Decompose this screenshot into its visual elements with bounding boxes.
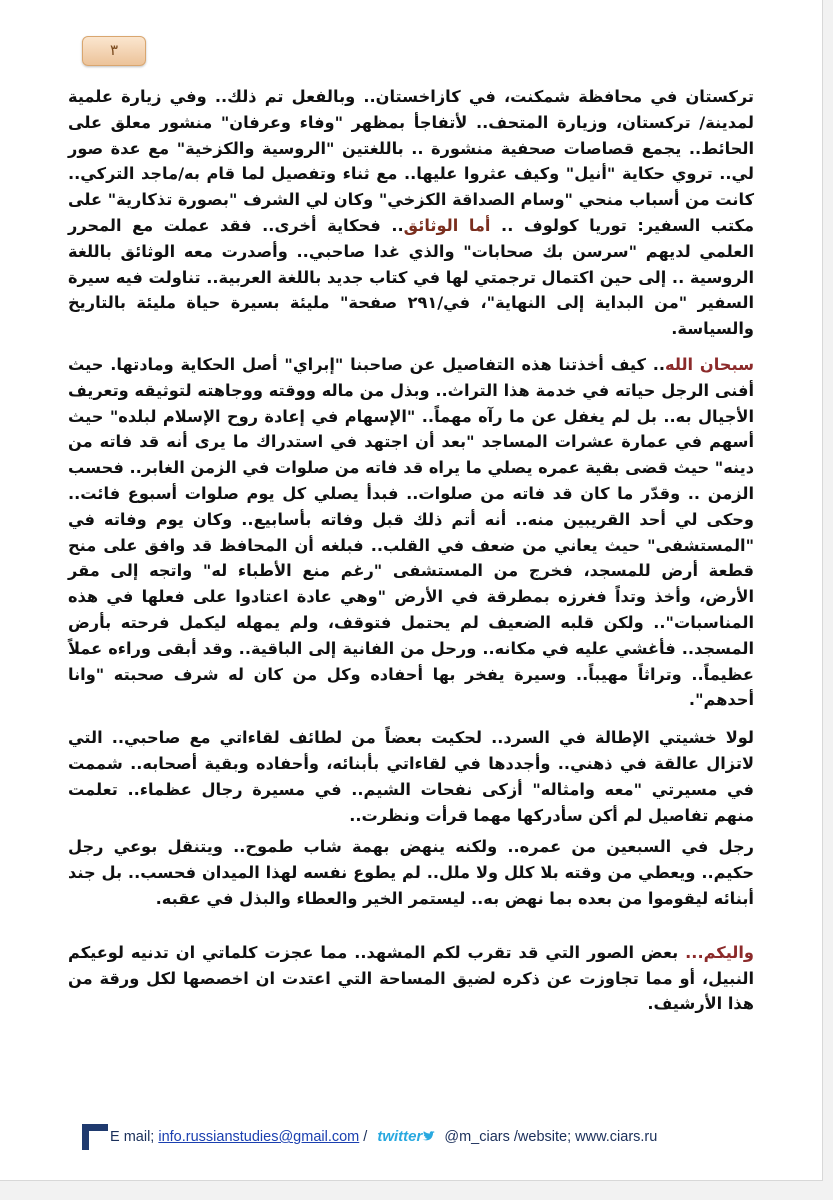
email-label: E mail; <box>110 1129 155 1145</box>
website[interactable]: /website; www.ciars.ru <box>513 1129 658 1145</box>
paragraph <box>68 940 754 1017</box>
paragraph-text: تركستان في محافظة شمكنت، في كازاخستان.. وبالفعل تم ذلك.. وفي زيارة علمية لمدينة/ تركستان، وزيارة المتحف.. لأتفاجأ بمظهر "وفاء وعرفان" منشور معلق على الحائط.. يجمع قصاصات صحفية منشورة .. باللغتين "الروسية والكزخية" مع عدة صور لي.. تروي حكاية "أنيل" وكيف عثروا عليها.. مع ثناء وتفصيل لما قام به/ماجد التركي.. كانت من أسباب منحي "وسام الصداقة الكزخي" وكان لي الشرف "بصورة تذكارية" على مكتب السفير: توريا كولوف .. <box>68 87 754 235</box>
paragraph-text: لولا خشيتي الإطالة في السرد.. لحكيت بعضاً من لطائف لقاءاتي مع صاحبي.. التي لاتزال عالقة في ذهني.. وأجددها في لقاءاتي بأبنائه، وأحفاده وبقية أصحابه.. شممت في مسيرتي "معه وامثاله" أزكى نفحات الشيم.. في مسيرة رجال عظماء.. تعلمت منهم تفاصيل لم أكن سأدركها مهما قرأت ونظرت.. <box>68 728 754 825</box>
article-body <box>68 84 754 1017</box>
highlighted-phrase: سبحان الله <box>665 355 754 374</box>
separator: / <box>363 1129 368 1145</box>
paragraph-text: رجل في السبعين من عمره.. ولكنه ينهض بهمة شاب طموح.. ويتنقل بوعي رجل حكيم.. ويعطي من وقته بلا كلل ولا ملل.. لم يطوع نفسه لهذا الميدان فحسب.. بل جند أبنائه ليقوموا من بعده بما نهض به.. ليستمر الخير والعطاء والبذل في عقبه. <box>68 837 754 908</box>
twitter-bird-icon <box>422 1131 436 1142</box>
twitter-wordmark: twitter <box>377 1128 423 1145</box>
paragraph <box>68 725 754 828</box>
page-number: ٣ <box>109 41 119 59</box>
highlighted-phrase: أما الوثائق <box>403 215 491 235</box>
paragraph-text: .. كيف أخذتنا هذه التفاصيل عن صاحبنا "إبراي" أصل الحكاية ومادتها. حيث أفنى الرجل حياته في خدمة هذا التراث.. وبذل من ماله ووقته ووجاهته لتوثيقه وتعريف الأجيال به.. بل لم يغفل عن ما رآه مهماً.. "الإسهام في إعادة روح الإسلام لبلده" حيث أسهم في عمارة عشرات المساجد "بعد أن اجتهد في استدراك ما يرى أنه قد فاته من دينه" حيث قضى بقية عمره يصلي ما يراه قد فاته من صلوات في الزمن الغابر.. فحسب الزمن .. وقدّر ما كان قد فاته من صلوات.. فبدأ يصلي كل يوم صلوات أسبوع فائت.. وحكى لي أحد القريبين منه.. أنه أتم ذلك قبل وفاته بأسابيع.. وكان يوم وفاته في "المستشفى" حيث يعاني من ضعف في القلب.. فبلغه أن المحافظ قد وافق على منح قطعة أرض للمسجد، فخرج من المستشفى "رغم منع الأطباء له" واتجه إلى مقر الأرض، وأخذ وتداً فغرزه بمطرقة في الأرض "وهي عادة اعتادوا على فعلها في هذه المناسبات".. ولكن قلبه الضعيف لم يحتمل فتوقف، ولم يمهله ليكمل فرحته بأرض المسجد.. فأغشي عليه في مكانه.. ورحل من الفانية إلى الباقية.. وقد أبقى وراءه عملاً عظيماً.. وتراثاً مهيباً.. وسيرة يفخر بها أحفاده وكل من كان له شرف صحبته "وانا أحدهم". <box>68 355 754 710</box>
paragraph <box>68 834 754 911</box>
contact-line <box>110 1128 657 1145</box>
paragraph <box>68 84 754 342</box>
page-footer <box>80 1122 760 1162</box>
twitter-handle[interactable]: @m_ciars <box>444 1129 510 1145</box>
corner-bracket-icon <box>80 1122 110 1152</box>
paragraph <box>68 352 754 713</box>
highlighted-phrase: واليكم... <box>685 942 754 962</box>
page-number-badge <box>82 36 146 66</box>
paragraph-text: بعض الصور التي قد تقرب لكم المشهد.. مما عجزت كلماتي ان تدنيه لوعيكم النبيل، أو مما تجاوزت عن ذكره لضيق المساحة التي اعتدت ان اخصصها لكل ورقة من هذا الأرشيف. <box>68 942 754 1014</box>
email-link[interactable]: info.russianstudies@gmail.com <box>158 1129 360 1145</box>
twitter-logo[interactable] <box>377 1128 438 1145</box>
paragraph-text: .. فحكاية أخرى.. فقد عملت مع المحرر العلمي لديهم "سرسن بك صحابات" والذي غدا صاحبي.. وأصدرت معه الوثائق باللغة الروسية .. إلى حين اكتمال ترجمتي لها في كتاب جديد باللغة العربية.. تناولت فيه سيرة السفير "من البداية إلى النهاية"، في/٢٩١ صفحة" مليئة بسيرة حياة مليئة بالتاريخ والسياسة. <box>68 215 755 339</box>
